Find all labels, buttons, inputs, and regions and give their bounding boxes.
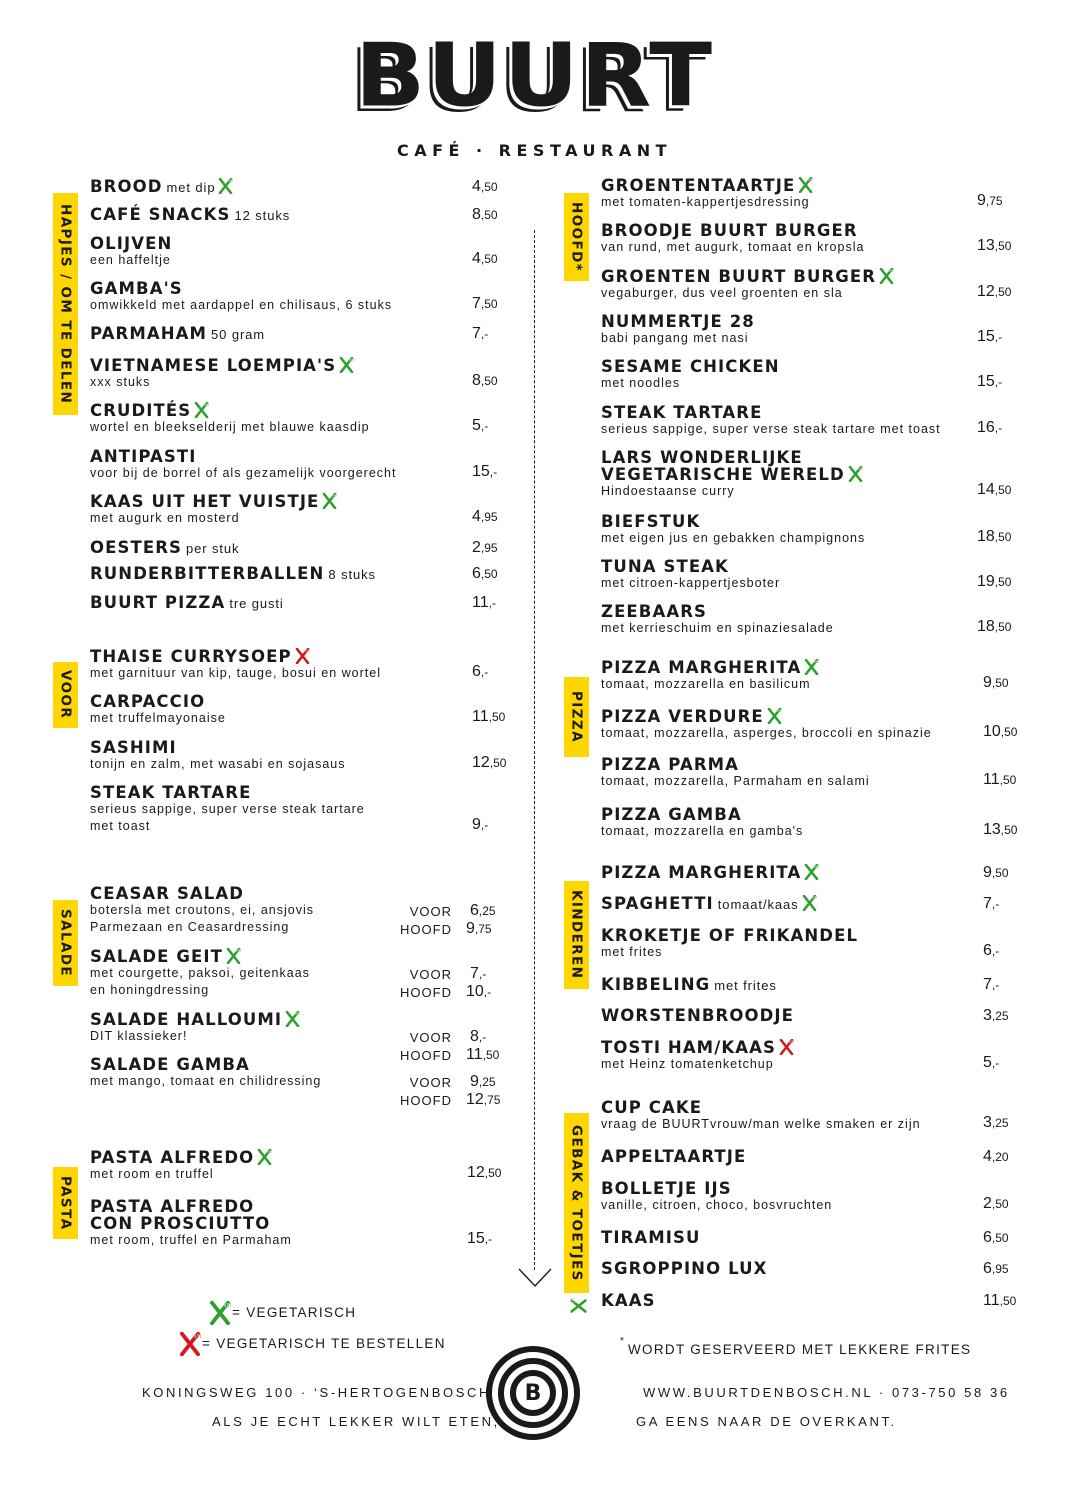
item-inline-note: tomaat/kaas bbox=[717, 897, 799, 912]
menu-item-hoofd bbox=[601, 449, 863, 500]
veg-green-icon bbox=[218, 178, 233, 194]
price-hoofd: 11,50 bbox=[466, 1046, 500, 1063]
item-description: tomaat, mozzarella, Parmaham en salami bbox=[601, 774, 870, 788]
footer-address: KONINGSWEG 100 · ‘S-HERTOGENBOSCH bbox=[142, 1385, 491, 1400]
menu-item-voor bbox=[90, 784, 365, 835]
section-tab-pasta: PASTA bbox=[53, 1167, 78, 1239]
item-name: STEAK TARTARE bbox=[601, 403, 763, 422]
veg-green-icon bbox=[804, 659, 819, 675]
item-name: PARMAHAM 50 gram bbox=[90, 324, 266, 343]
item-inline-note: 12 stuks bbox=[234, 208, 291, 223]
footnote-mark: * bbox=[620, 1336, 626, 1347]
item-price: 6,- bbox=[983, 942, 1000, 959]
item-name: ANTIPASTI bbox=[90, 447, 197, 466]
item-inline-note: tre gusti bbox=[229, 596, 284, 611]
item-description: met kerrieschuim en spinaziesalade bbox=[601, 621, 834, 635]
item-name: PIZZA MARGHERITA bbox=[601, 864, 819, 881]
item-inline-note: 8 stuks bbox=[328, 567, 376, 582]
item-price: 5,- bbox=[472, 417, 489, 434]
menu-item-salade bbox=[90, 885, 314, 936]
item-name: SGROPPINO LUX bbox=[601, 1259, 768, 1278]
menu-item-pizza bbox=[601, 756, 870, 790]
item-price: 10,50 bbox=[983, 723, 1018, 740]
size-label-hoofd: HOOFD bbox=[400, 985, 452, 1000]
item-name: TIRAMISU bbox=[601, 1228, 701, 1247]
size-label-voor: VOOR bbox=[409, 967, 452, 982]
veg-green-icon bbox=[848, 466, 863, 482]
veg-red-icon bbox=[779, 1039, 794, 1055]
veg-green-icon bbox=[804, 864, 819, 880]
price-hoofd: 12,75 bbox=[466, 1091, 501, 1108]
item-price: 7,50 bbox=[472, 295, 498, 312]
item-name: CARPACCIO bbox=[90, 692, 206, 711]
menu-item-gebak bbox=[601, 1229, 701, 1246]
item-price: 6,50 bbox=[983, 1229, 1009, 1246]
item-description: met eigen jus en gebakken champignons bbox=[601, 531, 866, 545]
item-description: met courgette, paksoi, geitenkaas bbox=[90, 966, 310, 980]
item-name: GAMBA'S bbox=[90, 279, 183, 298]
item-price: 9,50 bbox=[983, 674, 1009, 691]
item-price: 3,25 bbox=[983, 1114, 1009, 1131]
item-description: serieus sappige, super verse steak tartare met toast bbox=[601, 422, 941, 436]
menu-item-hoofd bbox=[601, 222, 864, 256]
item-description: vanille, citroen, choco, bosvruchten bbox=[601, 1198, 833, 1212]
menu-item-kinderen bbox=[601, 927, 858, 961]
item-price: 12,50 bbox=[467, 1164, 502, 1181]
menu-item-hoofd bbox=[601, 558, 780, 592]
menu-item-pasta bbox=[90, 1198, 292, 1249]
menu-item-hapjes bbox=[90, 448, 396, 482]
column-divider bbox=[534, 230, 535, 1270]
veg-green-icon bbox=[322, 493, 337, 509]
item-description: xxx stuks bbox=[90, 375, 151, 389]
item-description: een haffeltje bbox=[90, 253, 171, 267]
footnote-text: WORDT GESERVEERD MET LEKKERE FRITES bbox=[628, 1342, 972, 1357]
menu-item-hapjes bbox=[90, 402, 370, 436]
item-name: GROENTEN BUURT BURGER bbox=[601, 268, 894, 285]
item-price: 15,- bbox=[467, 1230, 493, 1247]
menu-item-gebak bbox=[601, 1260, 767, 1277]
item-description-line2: met toast bbox=[90, 819, 151, 833]
item-description: tomaat, mozzarella, asperges, broccoli en spinazie bbox=[601, 726, 932, 740]
item-name: BROODJE BUURT BURGER bbox=[601, 221, 858, 240]
item-name: BIEFSTUK bbox=[601, 512, 701, 531]
item-price: 8,50 bbox=[472, 206, 498, 223]
section-tab-salade: SALADE bbox=[53, 900, 78, 986]
veg-green-icon bbox=[209, 1301, 231, 1325]
item-name: OESTERS per stuk bbox=[90, 538, 240, 557]
menu-item-gebak bbox=[601, 1099, 921, 1133]
item-name: TOSTI HAM/KAAS bbox=[601, 1039, 794, 1056]
item-name: WORSTENBROODJE bbox=[601, 1006, 794, 1025]
item-price: 11,50 bbox=[983, 771, 1017, 788]
section-tab-voor: VOOR bbox=[53, 662, 78, 728]
item-name: CEASAR SALAD bbox=[90, 884, 245, 903]
item-inline-note: 50 gram bbox=[211, 327, 266, 342]
item-description: botersla met croutons, ei, ansjovis bbox=[90, 903, 314, 917]
menu-item-pizza bbox=[601, 708, 932, 742]
menu-item-hapjes bbox=[90, 357, 354, 391]
item-description: met noodles bbox=[601, 376, 681, 390]
veg-red-icon bbox=[179, 1332, 201, 1356]
item-price: 2,95 bbox=[472, 539, 498, 556]
menu-item-salade bbox=[90, 1056, 321, 1090]
item-name: PIZZA MARGHERITA bbox=[601, 659, 819, 676]
item-price: 4,20 bbox=[983, 1148, 1009, 1165]
menu-item-pizza bbox=[601, 806, 803, 840]
menu-item-salade bbox=[90, 948, 310, 999]
menu-item-pizza bbox=[601, 659, 819, 693]
item-price: 15,- bbox=[977, 373, 1003, 390]
menu-item-hapjes bbox=[90, 493, 337, 527]
item-name: TUNA STEAK bbox=[601, 557, 729, 576]
item-name: SALADE HALLOUMI bbox=[90, 1011, 300, 1028]
item-name: SALADE GEIT bbox=[90, 948, 310, 965]
item-description: wortel en bleekselderij met blauwe kaasdip bbox=[90, 420, 370, 434]
item-description: tonijn en zalm, met wasabi en sojasaus bbox=[90, 757, 346, 771]
menu-item-hapjes bbox=[90, 280, 392, 314]
item-price: 18,50 bbox=[977, 618, 1012, 635]
footer-tagline-right: GA EENS NAAR DE OVERKANT. bbox=[636, 1414, 897, 1429]
menu-item-kinderen bbox=[601, 1007, 794, 1024]
menu-item-hapjes bbox=[90, 565, 376, 583]
menu-item-hapjes bbox=[90, 178, 233, 196]
item-description: met truffelmayonaise bbox=[90, 711, 226, 725]
size-label-hoofd: HOOFD bbox=[400, 1048, 452, 1063]
item-name: CAFÉ SNACKS 12 stuks bbox=[90, 205, 291, 224]
menu-item-kinderen bbox=[601, 864, 819, 881]
item-inline-note: per stuk bbox=[186, 541, 240, 556]
item-price: 9,75 bbox=[977, 192, 1003, 209]
veg-green-icon bbox=[339, 357, 354, 373]
item-description: tomaat, mozzarella en basilicum bbox=[601, 677, 811, 691]
item-name: KIBBELING met frites bbox=[601, 975, 777, 994]
footer-website-phone: WWW.BUURTDENBOSCH.NL · 073-750 58 36 bbox=[643, 1385, 1010, 1400]
menu-item-hoofd bbox=[601, 177, 813, 211]
item-price: 4,50 bbox=[472, 250, 498, 267]
item-name: RUNDERBITTERBALLEN 8 stuks bbox=[90, 564, 376, 583]
veg-green-icon bbox=[226, 948, 241, 964]
item-price: 7,- bbox=[983, 976, 1000, 993]
veg-green-icon bbox=[571, 1299, 587, 1314]
menu-item-salade bbox=[90, 1011, 300, 1045]
item-name: PASTA ALFREDO bbox=[90, 1149, 272, 1166]
item-description: voor bij de borrel of als gezamelijk voorgerecht bbox=[90, 466, 397, 480]
price-hoofd: 10,- bbox=[466, 983, 492, 1000]
menu-item-hapjes bbox=[90, 594, 284, 612]
item-price: 11,50 bbox=[983, 1292, 1017, 1309]
item-price: 3,25 bbox=[983, 1007, 1009, 1024]
item-description: DIT klassieker! bbox=[90, 1029, 188, 1043]
item-inline-note: met frites bbox=[714, 978, 777, 993]
item-description: met room, truffel en Parmaham bbox=[90, 1233, 292, 1247]
menu-item-hapjes bbox=[90, 206, 290, 224]
item-name: BOLLETJE IJS bbox=[601, 1179, 732, 1198]
menu-item-hapjes bbox=[90, 325, 265, 343]
size-label-hoofd: HOOFD bbox=[400, 1093, 452, 1108]
item-price: 6,95 bbox=[983, 1260, 1009, 1277]
item-name: SPAGHETTI tomaat/kaas bbox=[601, 895, 817, 913]
veg-green-icon bbox=[798, 177, 813, 193]
item-description: met room en truffel bbox=[90, 1167, 214, 1181]
item-price: 5,- bbox=[983, 1054, 1000, 1071]
item-name: GROENTENTAARTJE bbox=[601, 177, 813, 194]
veg-green-icon bbox=[802, 895, 817, 911]
item-description: Hindoestaanse curry bbox=[601, 484, 735, 498]
item-name-line2: CON PROSCIUTTO bbox=[90, 1214, 271, 1233]
item-price: 12,50 bbox=[472, 754, 507, 771]
menu-item-kinderen bbox=[601, 895, 817, 913]
item-price: 9,50 bbox=[983, 864, 1009, 881]
item-description: babi pangang met nasi bbox=[601, 331, 749, 345]
item-description: met citroen-kappertjesboter bbox=[601, 576, 781, 590]
item-name: KROKETJE OF FRIKANDEL bbox=[601, 926, 859, 945]
veg-red-icon bbox=[295, 648, 310, 664]
item-name: PIZZA PARMA bbox=[601, 755, 740, 774]
item-name: SESAME CHICKEN bbox=[601, 357, 780, 376]
item-description: met Heinz tomatenketchup bbox=[601, 1057, 774, 1071]
item-price: 6,50 bbox=[472, 565, 498, 582]
item-name: BROOD met dip bbox=[90, 178, 233, 196]
item-name: PIZZA GAMBA bbox=[601, 805, 742, 824]
item-description: serieus sappige, super verse steak tartare bbox=[90, 802, 365, 816]
section-tab-hoofd: HOOFD* bbox=[564, 193, 589, 281]
item-price: 11,50 bbox=[472, 708, 506, 725]
menu-item-voor bbox=[90, 648, 381, 682]
item-name: ZEEBAARS bbox=[601, 602, 708, 621]
menu-item-kinderen bbox=[601, 976, 777, 994]
item-price: 18,50 bbox=[977, 528, 1012, 545]
item-price: 13,50 bbox=[983, 821, 1018, 838]
item-name: PIZZA VERDURE bbox=[601, 708, 932, 725]
item-name: APPELTAARTJE bbox=[601, 1147, 747, 1166]
item-price: 8,50 bbox=[472, 372, 498, 389]
item-description: vraag de BUURTvrouw/man welke smaken er zijn bbox=[601, 1117, 921, 1131]
veg-green-icon bbox=[257, 1149, 272, 1165]
price-voor: 7,- bbox=[470, 965, 487, 982]
price-voor: 9,25 bbox=[470, 1073, 496, 1090]
item-name: KAAS bbox=[601, 1291, 656, 1310]
item-name: SALADE GAMBA bbox=[90, 1055, 250, 1074]
item-name: BUURT PIZZA tre gusti bbox=[90, 593, 284, 612]
legend-vegetarian: = VEGETARISCH bbox=[232, 1305, 357, 1320]
size-label-voor: VOOR bbox=[409, 904, 452, 919]
item-price: 4,95 bbox=[472, 508, 498, 525]
section-tab-kinderen: KINDEREN bbox=[564, 881, 589, 989]
item-price: 7,- bbox=[472, 325, 489, 342]
menu-item-hoofd bbox=[601, 313, 755, 347]
menu-item-voor bbox=[90, 693, 226, 727]
item-price: 9,- bbox=[472, 816, 489, 833]
item-price: 7,- bbox=[983, 895, 1000, 912]
item-description: met garnituur van kip, tauge, bosui en wortel bbox=[90, 666, 381, 680]
item-description: omwikkeld met aardappel en chilisaus, 6 stuks bbox=[90, 298, 393, 312]
menu-item-gebak bbox=[601, 1180, 832, 1214]
menu-item-hoofd bbox=[601, 603, 834, 637]
item-name: SASHIMI bbox=[90, 738, 177, 757]
item-name: STEAK TARTARE bbox=[90, 783, 252, 802]
item-description-line2: Parmezaan en Ceasardressing bbox=[90, 920, 290, 934]
menu-item-hapjes bbox=[90, 539, 239, 557]
item-price: 2,50 bbox=[983, 1195, 1009, 1212]
item-name: THAISE CURRYSOEP bbox=[90, 648, 381, 665]
item-name: LARS WONDERLIJKE bbox=[601, 448, 803, 467]
price-voor: 8,- bbox=[470, 1028, 487, 1045]
item-name: VIETNAMESE LOEMPIA'S bbox=[90, 357, 354, 374]
menu-item-gebak bbox=[601, 1292, 656, 1309]
size-label-voor: VOOR bbox=[409, 1030, 452, 1045]
veg-green-icon bbox=[767, 708, 782, 724]
section-tab-hapjes: HAPJES / OM TE DELEN bbox=[53, 193, 78, 415]
item-price: 6,- bbox=[472, 663, 489, 680]
item-price: 11,- bbox=[472, 594, 496, 611]
veg-green-icon bbox=[194, 402, 209, 418]
item-price: 15,- bbox=[472, 463, 498, 480]
item-name: CUP CAKE bbox=[601, 1098, 703, 1117]
menu-item-pasta bbox=[90, 1149, 272, 1183]
item-description: met augurk en mosterd bbox=[90, 511, 240, 525]
chevron-down-icon bbox=[518, 1268, 552, 1288]
footer-tagline-left: ALS JE ECHT LEKKER WILT ETEN, bbox=[212, 1414, 500, 1429]
item-price: 13,50 bbox=[977, 237, 1012, 254]
size-label-hoofd: HOOFD bbox=[400, 922, 452, 937]
brand-subtitle: CAFÉ · RESTAURANT bbox=[396, 141, 673, 160]
item-description: met mango, tomaat en chilidressing bbox=[90, 1074, 322, 1088]
item-description: met frites bbox=[601, 945, 663, 959]
item-inline-note: met dip bbox=[166, 180, 216, 195]
item-name: KAAS UIT HET VUISTJE bbox=[90, 493, 337, 510]
item-price: 14,50 bbox=[977, 481, 1012, 498]
menu-item-kinderen bbox=[601, 1039, 794, 1073]
menu-item-hoofd bbox=[601, 268, 894, 302]
brand-logo: BUURT bbox=[355, 24, 714, 127]
menu-item-hoofd bbox=[601, 513, 865, 547]
veg-green-icon bbox=[285, 1011, 300, 1027]
item-description: met tomaten-kappertjesdressing bbox=[601, 195, 810, 209]
menu-item-hoofd bbox=[601, 404, 941, 438]
item-price: 4,50 bbox=[472, 178, 498, 195]
item-name: NUMMERTJE 28 bbox=[601, 312, 755, 331]
size-label-voor: VOOR bbox=[409, 1075, 452, 1090]
item-description: vegaburger, dus veel groenten en sla bbox=[601, 286, 843, 300]
item-name: OLIJVEN bbox=[90, 234, 173, 253]
menu-item-gebak bbox=[601, 1148, 746, 1165]
price-hoofd: 9,75 bbox=[466, 920, 492, 937]
item-price: 19,50 bbox=[977, 573, 1012, 590]
item-price: 16,- bbox=[977, 419, 1003, 436]
menu-item-voor bbox=[90, 739, 345, 773]
item-name-line2: VEGETARISCHE WERELD bbox=[601, 466, 863, 483]
veg-green-icon bbox=[879, 268, 894, 284]
item-price: 15,- bbox=[977, 328, 1003, 345]
item-price: 12,50 bbox=[977, 283, 1012, 300]
menu-item-hoofd bbox=[601, 358, 780, 392]
section-tab-gebak-toetjes: GEBAK & TOETJES bbox=[564, 1113, 589, 1293]
item-name: PASTA ALFREDO bbox=[90, 1197, 255, 1216]
item-description: tomaat, mozzarella en gamba's bbox=[601, 824, 804, 838]
item-name: CRUDITÉS bbox=[90, 402, 370, 419]
item-description: van rund, met augurk, tomaat en kropsla bbox=[601, 240, 865, 254]
menu-item-hapjes bbox=[90, 235, 172, 269]
price-voor: 6,25 bbox=[470, 902, 496, 919]
section-tab-pizza: PIZZA bbox=[564, 677, 589, 757]
emblem-letter: B bbox=[524, 1380, 542, 1406]
legend-vegetarian-on-request: = VEGETARISCH TE BESTELLEN bbox=[202, 1336, 446, 1351]
item-description-line2: en honingdressing bbox=[90, 983, 210, 997]
